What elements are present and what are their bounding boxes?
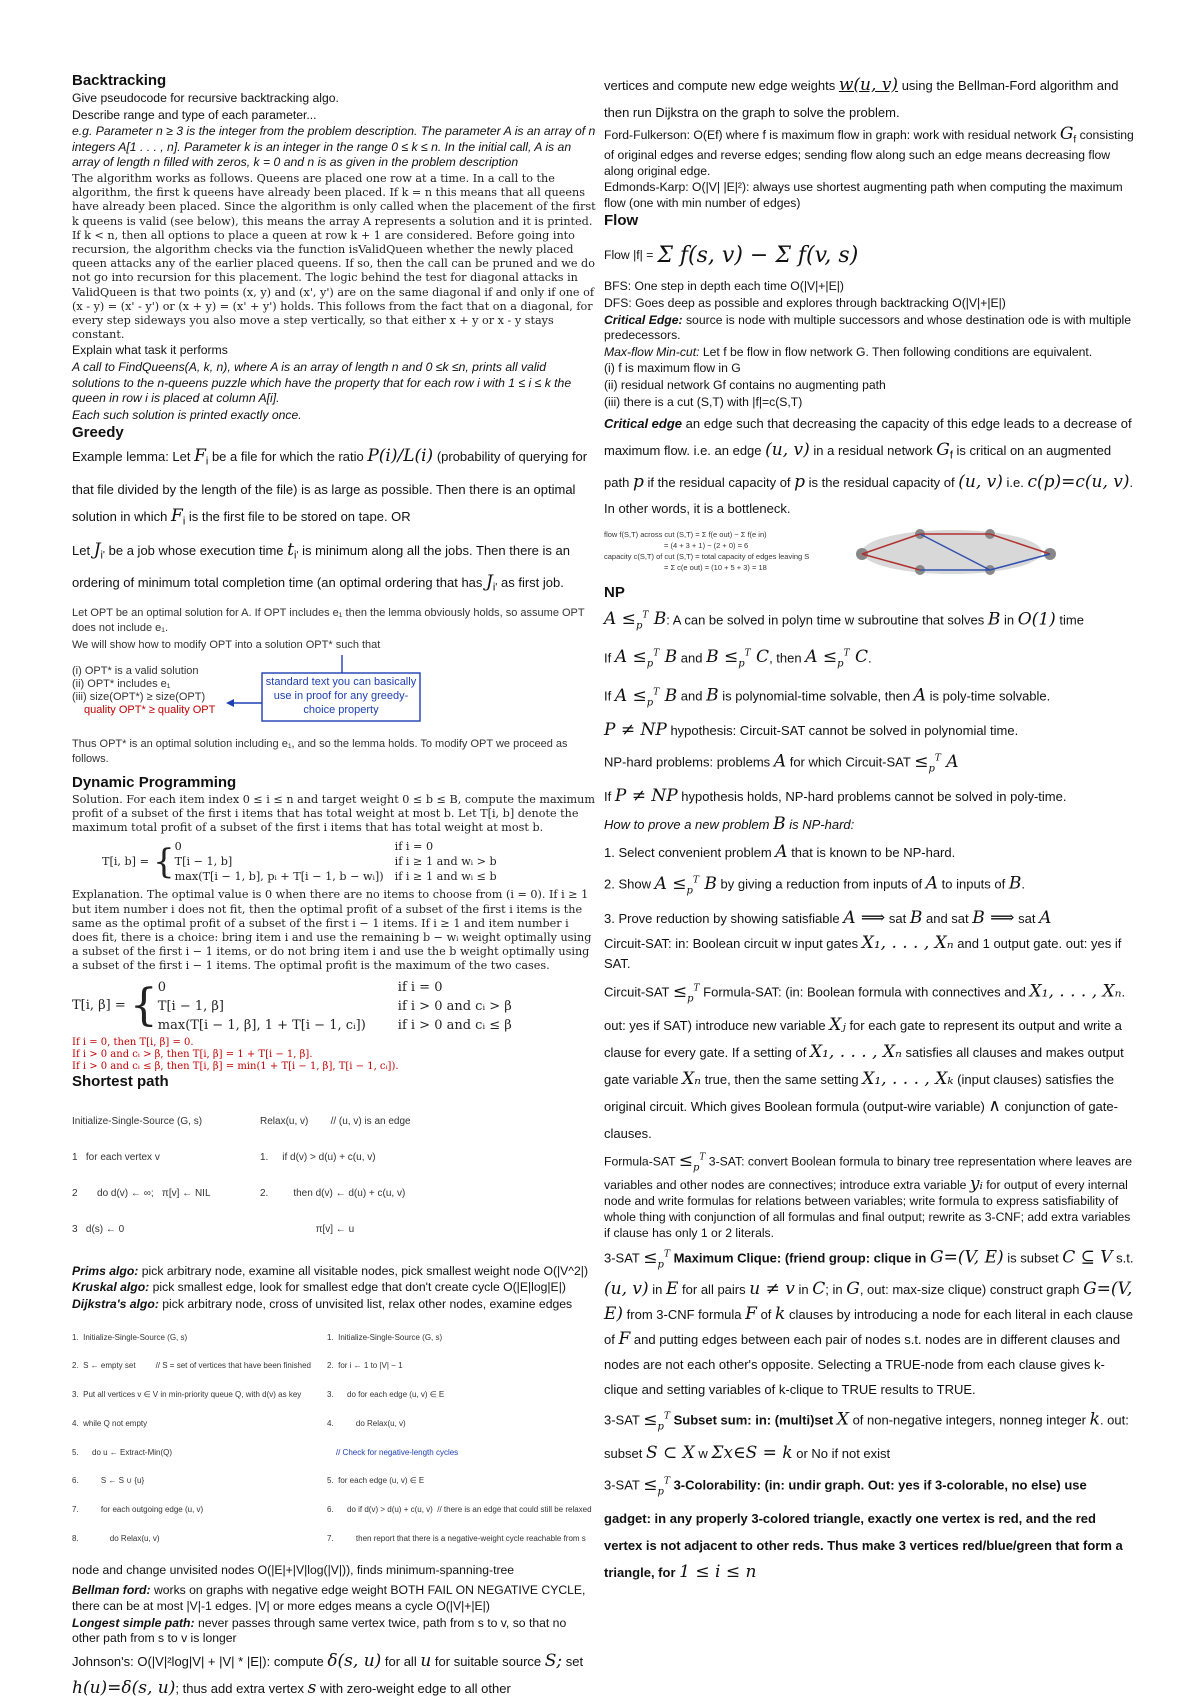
flow-heading: Flow: [604, 212, 639, 230]
johnson-continued: vertices and compute new edge weights w(u, v) using the Bellman-Ford algorithm and then run Dijkstra on the graph to solve the problem.: [604, 75, 1119, 120]
np-howto: How to prove a new problem B is NP-hard:: [604, 813, 855, 834]
left-column: [72, 72, 596, 1703]
proof-condition-red: quality OPT* ≥ quality OPT: [84, 703, 216, 716]
bellman-line: Bellman ford: works on graphs with negative edge weight BOTH FAIL ON NEGATIVE CYCLE, there can be at most |V|-1 edges. |V| or more edges means a cycle O(|V|+|E|): [72, 1583, 586, 1613]
np-step-2: 2. Show $A \le_p^T$ B by giving a reduction from inputs of A to inputs of B.: [604, 873, 1025, 896]
3sat-to-subsetsum-line: $3-SAT \le_p^T$ Subset sum: in: (multi)set X of non-negative integers, nonneg integer k. out: subset S ⊂ X w Σx∈S = k or No if not exist: [604, 1409, 1129, 1464]
explain-heading: Explain what task it performs: [72, 343, 228, 358]
proof-condition: (i) OPT* is a valid solution: [72, 664, 199, 677]
dijkstra-continued: node and change unvisited nodes O(|E|+|V|log(|V|)), finds minimum-spanning-tree: [72, 1562, 515, 1577]
flow-cut-figure: flow f(S,T) across cut (S,T) = Σ f(e out) − Σ f(e in) = (4 + 3 + 1) − (2 + 0) = 6 capacity c(S,T) of cut (S,T) = total capacity of edges leaving S = Σ c(e out) = (10 + 5 + 3) = 18: [604, 524, 1134, 578]
greedy-lemma-2: Let $J_{i'}$ be a job whose execution time $t_{i'}$ is minimum along all the jobs. Then there is an ordering of minimum total completion time (an optimal ordering that has $J_{i'}$ as first job.: [72, 539, 570, 594]
shortest-path-code: Initialize-Single-Source (G, s) 1 for each vertex v 2 do d(v) ← ∞; π[v] ← NIL 3 d(s) ← 0 Relax(u, v) // (u, v) is an edge 1. if d(v) > d(u) + c(u, v) 2. then d(v) ← d(u) + c(u, v) π[v] ← u: [72, 1115, 411, 1235]
dijkstra-line: Dijkstra's algo: pick arbitrary node, cross of unvisited list, relax other nodes, examine edges: [72, 1296, 573, 1311]
shortest-path-heading: Shortest path: [72, 1072, 169, 1090]
dp-red-notes: If i = 0, then T[i, β] = 0. If i > 0 and cᵢ > β, then T[i, β] = 1 + T[i − 1, β]. If i > 0 and cᵢ ≤ β, then T[i, β] = min(1 + T[i − 1, β], T[i − 1, cᵢ]).: [72, 1036, 399, 1072]
proof-line: Thus OPT* is an optimal solution including e₁, and so the lemma holds. To modify OPT we proceed as follows.: [72, 737, 568, 766]
greedy-proof-figure: [72, 606, 596, 768]
np-line-6: If P ≠ NP hypothesis holds, NP-hard problems cannot be solved in poly-time.: [604, 785, 1067, 806]
mfmc-item: (iii) there is a cut (S,T) with |f|=c(S,T): [604, 394, 803, 409]
longest-path-line: Longest simple path: never passes through same vertex twice, path from s to v, so that no other path from s to v is longer: [72, 1615, 567, 1646]
flow-formula: Flow |f| = Σ f(s, v) − Σ f(v, s): [604, 242, 859, 268]
explain-text: A call to FindQueens(A, k, n), where A is an array of length n and 0 ≤k ≤n, prints all valid solutions to the n-queens puzzle which have the property that for each row i with 1 ≤ i ≤ k the queen in row i is placed at column A[i].: [72, 360, 572, 406]
greedy-heading: Greedy: [72, 424, 124, 442]
critical-edge-line: Critical Edge: source is node with multiple successors and whose destination ode is with multiple predecessors.: [604, 312, 1132, 343]
ford-fulkerson-line: Ford-Fulkerson: O(Ef) where f is maximum flow in graph: work with residual network $G_f$ consisting of original edges and reverse edges; sending flow along such an edge means decreasing flow along original edge.: [604, 124, 1134, 178]
dfs-line: DFS: Goes deep as possible and explores through backtracking O(|V|+|E|): [604, 296, 1006, 310]
maxflow-mincut-line: Max-flow Min-cut: Let f be flow in flow network G. Then following conditions are equivalent.: [604, 344, 1093, 359]
np-line-2: If $A \le_p^T$ B and $B \le_p^T$ C, then $A \le_p^T$ C.: [604, 647, 872, 670]
dp-solution: Solution. For each item index 0 ≤ i ≤ n and target weight 0 ≤ b ≤ B, compute the maximum profit of a subset of the first i items that has total weight at most b. Let T[i, b] denote the maximum total profit of a subset of the first i items that has total weight at most b.: [72, 792, 595, 835]
explain-text-2: Each such solution is printed exactly once.: [72, 407, 302, 422]
dp-explanation: Explanation. The optimal value is 0 when there are no items to choose from (i = 0). If i ≥ 1 but item number i does not fit, then the optimal profit of a subset of the first i items is the same as the optimal profit of a subset of the first i − 1 items. If i ≥ 1 and item number i does fit, there is a choice: bring item i and use the remaining b − wᵢ weight optimally using a subset of the first i − 1 items, or do not bring item i and use the b weight optimally using a subset of the first i − 1 items. The optimal profit is the maximum of the two cases.: [72, 888, 592, 973]
np-step-3: 3. Prove reduction by showing satisfiable A ⟹ sat B and sat B ⟹ sat A: [604, 907, 1052, 928]
mfmc-item: (ii) residual network Gf contains no augmenting path: [604, 377, 886, 392]
circuit-to-formula-line: Circuit-SAT $\le_p^T$ Formula-SAT: (in: Boolean formula with connectives and X₁, . . . , Xₙ. out: yes if SAT) introduce new variable Xⱼ for each gate to represent its output and write a clause for every gate. If a setting of X₁, . . . , Xₙ satisfies all clauses and makes output gate variable Xₙ true, then the same setting X₁, . . . , Xₖ (input clauses) satisfies the original circuit. Which gives Boolean formula (output-wire variable) ∧ conjunction of gate-clauses.: [604, 981, 1126, 1142]
mfmc-item: (i) f is maximum flow in G: [604, 361, 741, 376]
greedy-box-text: standard text you can basically use in proof for any greedy-choice property: [265, 675, 417, 716]
johnson-line: Johnson's: O(|V|²log|V| + |V| * |E|): compute δ(s, u) for all u for suitable source S; set h(u)=δ(s, u); thus add extra vertex s with zero-weight edge to all other: [72, 1650, 584, 1698]
np-line-1: $A \le_p^T$ B: A can be solved in polyn time w subroutine that solves B in O(1) time: [604, 609, 1084, 632]
flow-network-diagram: [840, 524, 1090, 578]
dp-heading: Dynamic Programming: [72, 773, 237, 791]
edmonds-karp-line: Edmonds-Karp: O(|V| |E|²): always use shortest augmenting path when computing the maximum flow (one with min number of edges): [604, 180, 1123, 210]
kruskal-line: Kruskal algo: pick smallest edge, look for smallest edge that don't create cycle O(|E|log|E|): [72, 1280, 566, 1295]
dp-recurrence-1: T[i, b] = { 0 if i = 0 T[i − 1, b] if i ≥ 1 and wᵢ > b max(T[i − 1, b], pᵢ + T[i − 1, b − wᵢ]) if i ≥ 1 and wᵢ ≤ b: [102, 840, 497, 884]
greedy-lemma-1: Example lemma: Let $F_i$ be a file for which the ratio P(i)/L(i) (probability of querying for that file divided by the length of the file) is as large as possible. Then there is an optimal solution in which $F_i$ is the first file to be stored on tape. OR: [72, 446, 588, 528]
3sat-to-3color-line: $3-SAT \le_p^T$ 3-Colorability: (in: undir graph. Out: yes if 3-colorable, no else) use gadget: in any properly 3-colored triangle, exactly one vertex is red, and the red vertex is not adjacent to other reds. Thus make 3 vertices red/blue/green that form a triangle, for 1 ≤ i ≤ n: [604, 1474, 1123, 1583]
dijkstra-bellman-code: 1. Initialize-Single-Source (G, s) 2. S ← empty set // S = set of vertices that have been finished 3. Put all vertices v ∈ V in min-priority queue Q, with d(v) as key 4. while Q not empty 5. do u ← Extract-Min(Q) 6. S ← S ∪ {u} 7. for each outgoing edge (u, v) 8. do Relax(u, v) 1. Initialize-Single-Source (G, s) 2. for i ← 1 to |V| − 1 3. do for each edge (u, v) ∈ E 4. do Relax(u, v) // Check for negative-length cycles 5. for each edge (u, v) ∈ E 6. do if d(v) > d(u) + c(u, v) // there is an edge that could still be relaxed 7. then report that there is a negative-weight cycle reachable from s: [72, 1332, 592, 1543]
proof-condition: (ii) OPT* includes e₁: [72, 677, 171, 690]
backtracking-heading: Backtracking: [72, 72, 167, 89]
critical-edge-definition: Critical edge an edge such that decreasing the capacity of this edge leads to a decrease of maximum flow. i.e. an edge (u, v) in a residual network $G_f$ is critical on an augmented path p if the residual capacity of p is the residual capacity of (u, v) i.e. c(p)=c(u, v). In other words, it is a bottleneck.: [604, 416, 1134, 516]
np-heading: NP: [604, 583, 625, 601]
proof-line: We will show how to modify OPT into a solution OPT* such that: [72, 638, 381, 651]
3sat-to-clique-line: $3-SAT \le_p^T$ Maximum Clique: (friend group: clique in G=(V, E) is subset C ⊆ V s.t. (u, v) in E for all pairs u ≠ v in C; in G, out: max-size clique) construct graph G=(V, E) from 3-CNF formula F of k clauses by introducing a node for each literal in each clause of F and putting edges between each pair of nodes s.t. nodes are in different clauses and nodes are not each other's opposite. Selecting a TRUE-node from each clause gives k-clique and setting variables of k-clique to TRUE results to TRUE.: [604, 1247, 1134, 1398]
proof-line: Let OPT be an optimal solution for A. If OPT includes e₁ then the lemma obviously holds, so assume OPT does not include e₁.: [72, 606, 585, 635]
np-line-4: P ≠ NP hypothesis: Circuit-SAT cannot be solved in polynomial time.: [604, 719, 1019, 740]
prims-line: Prims algo: pick arbitrary node, examine all visitable nodes, pick smallest weight node O(|V^2|): [72, 1263, 589, 1278]
backtracking-line: Describe range and type of each parameter...: [72, 107, 317, 122]
circuit-sat-line: Circuit-SAT: in: Boolean circuit w input gates X₁, . . . , Xₙ and 1 output gate. out: yes if SAT.: [604, 932, 1122, 971]
proof-condition: (iii) size(OPT*) ≥ size(OPT): [72, 690, 206, 703]
np-line-5: NP-hard problems: problems A for which Circuit-SAT $\le_p^T$ A: [604, 751, 959, 774]
right-column: [604, 72, 1134, 1587]
bfs-line: BFS: One step in depth each time O(|V|+|E|): [604, 279, 844, 294]
backtracking-line: Give pseudocode for recursive backtracking algo.: [72, 91, 339, 105]
formula-to-3sat-line: Formula-SAT $\le_p^T$ 3-SAT: convert Boolean formula to binary tree representation where leaves are variables and other nodes are connectives; introduce extra variable yᵢ for output of every internal node and write formulas for relations between variables; write formula to express satisfiability of whole thing with conjunction of all formulas and final output; rewrite as 3-CNF; add extra variables if clause has only 1 or 2 literals.: [604, 1150, 1132, 1241]
np-step-1: 1. Select convenient problem A that is known to be NP-hard.: [604, 841, 956, 862]
backtracking-algo-text: The algorithm works as follows. Queens are placed one row at a time. In a call to the algorithm, the first k queens have already been placed. If k = n this means that all queens have already been placed. Since the algorithm is only called when the placement of the first k queens is valid (see below), this means the array A represents a solution and it is printed. If k < n, then all options to place a queen at row k + 1 are considered. Before going into recursion, the algorithm checks via the function isValidQueen whether the newly placed queen attacks any of the earlier placed queens. If so, then the call can be pruned and we do not go into recursion for this placement. The logic behind the test for diagonal attacks in ValidQueen is that two points (x, y) and (x', y') are on the same diagonal if and only if one of (x - y) = (x' - y') or (x + y) = (x' + y') holds. This follows from the fact that on a diagonal, for every step sideways you also move a step vertically, so that either x + y or x - y stays constant.: [72, 171, 596, 342]
dp-recurrence-2: T[i, β] = { 0 if i = 0 T[i − 1, β] if i > 0 and cᵢ > β max(T[i − 1, β], 1 + T[i − 1, cᵢ]) if i > 0 and cᵢ ≤ β: [72, 979, 512, 1033]
np-line-3: If $A \le_p^T$ B and B is polynomial-time solvable, then A is poly-time solvable.: [604, 685, 1051, 708]
backtracking-example: e.g. Parameter n ≥ 3 is the integer from the problem description. The parameter A is an array of n integers A[1 . . . , n]. Parameter k is an integer in the range 0 ≤ k ≤ n. In the initial call, A is an array of length n filled with zeros, k = 0 and n is as given in the problem description: [72, 124, 596, 170]
